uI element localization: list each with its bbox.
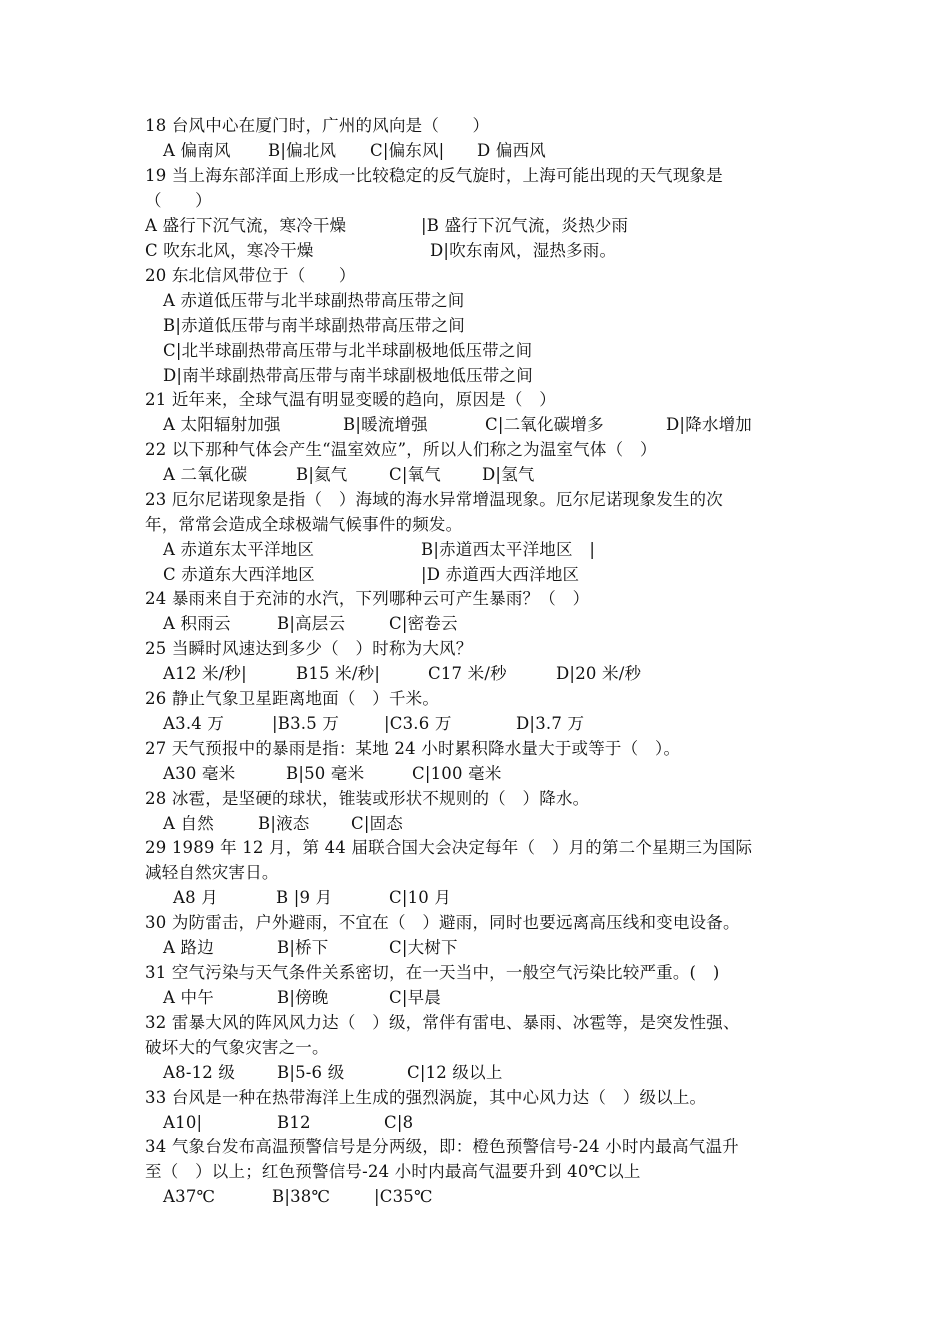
q21-option-c: C|二氧化碳增多 (485, 415, 604, 434)
q27-option-b: B|50 毫米 (286, 764, 365, 783)
q20-option-b: B|赤道低压带与南半球副热带高压带之间 (163, 316, 465, 335)
q22-option-d: D|氢气 (482, 465, 535, 484)
q34-option-c: |C35℃ (374, 1187, 433, 1206)
question-22-stem: 22 以下那种气体会产生“温室效应”，所以人们称之为温室气体（ ） (145, 440, 657, 459)
q28-option-b: B|液态 (258, 814, 310, 833)
q27-option-c: C|100 毫米 (412, 764, 502, 783)
q33-option-c: C|8 (384, 1113, 414, 1132)
q32-option-b: B|5-6 级 (277, 1063, 345, 1082)
q29-option-c: C|10 月 (389, 888, 452, 907)
question-28-stem: 28 冰雹，是坚硬的球状，锥装或形状不规则的（ ）降水。 (145, 789, 590, 808)
q33-option-b: B12 (277, 1113, 311, 1132)
question-29-stem-line1: 29 1989 年 12 月，第 44 届联合国大会决定每年（ ）月的第二个星期三为国际 (145, 838, 753, 857)
q18-option-d: D 偏西风 (477, 141, 546, 160)
question-29-stem-line2: 减轻自然灾害日。 (145, 863, 279, 882)
q24-option-b: B|高层云 (277, 614, 346, 633)
q24-option-c: C|密卷云 (389, 614, 458, 633)
q26-option-c: |C3.6 万 (384, 714, 452, 733)
q20-option-a: A 赤道低压带与北半球副热带高压带之间 (163, 291, 465, 310)
q34-option-a: A37℃ (163, 1187, 216, 1206)
q22-option-a: A 二氧化碳 (163, 465, 248, 484)
question-33-stem: 33 台风是一种在热带海洋上生成的强烈涡旋，其中心风力达（ ）级以上。 (145, 1088, 707, 1107)
question-34-stem-line2: 至（ ）以上；红色预警信号-24 小时内最高气温要升到 40℃以上 (145, 1162, 641, 1181)
question-25-stem: 25 当瞬时风速达到多少（ ）时称为大风？ (145, 639, 473, 658)
q22-option-c: C|氧气 (389, 465, 441, 484)
q23-option-d: |D 赤道西大西洋地区 (421, 565, 580, 584)
q28-option-a: A 自然 (163, 814, 214, 833)
question-19-stem-line1: 19 当上海东部洋面上形成一比较稳定的反气旋时，上海可能出现的天气现象是 (145, 166, 723, 185)
question-34-stem-line1: 34 气象台发布高温预警信号是分两级，即：橙色预警信号-24 小时内最高气温升 (145, 1137, 739, 1156)
q31-option-b: B|傍晚 (277, 988, 329, 1007)
question-26-stem: 26 静止气象卫星距离地面（ ）千米。 (145, 689, 440, 708)
q23-option-a: A 赤道东太平洋地区 (163, 540, 315, 559)
q18-option-b: B|偏北风 (268, 141, 337, 160)
q19-option-c: C 吹东北风，寒冷干燥 (145, 241, 314, 260)
q31-option-c: C|早晨 (389, 988, 441, 1007)
q23-option-c: C 赤道东大西洋地区 (163, 565, 315, 584)
q25-option-b: B15 米/秒| (296, 664, 381, 683)
q24-option-a: A 积雨云 (163, 614, 231, 633)
q30-option-c: C|大树下 (389, 938, 458, 957)
q21-option-b: B|暖流增强 (343, 415, 428, 434)
question-32-stem-line2: 破坏大的气象灾害之一。 (145, 1038, 329, 1057)
q32-option-c: C|12 级以上 (407, 1063, 503, 1082)
q28-option-c: C|固态 (351, 814, 403, 833)
q20-option-d: D|南半球副热带高压带与南半球副极地低压带之间 (163, 366, 533, 385)
question-23-stem-line2: 年，常常会造成全球极端气候事件的频发。 (145, 515, 463, 534)
q26-option-a: A3.4 万 (163, 714, 225, 733)
q29-option-b: B |9 月 (276, 888, 333, 907)
q25-option-d: D|20 米/秒 (556, 664, 642, 683)
q19-option-a: A 盛行下沉气流，寒冷干燥 (145, 216, 347, 235)
question-27-stem: 27 天气预报中的暴雨是指：某地 24 小时累积降水量大于或等于（ ）。 (145, 739, 681, 758)
q21-option-a: A 太阳辐射加强 (163, 415, 281, 434)
q34-option-b: B|38℃ (272, 1187, 331, 1206)
question-19-stem-line2: （ ） (145, 191, 212, 210)
q26-option-d: D|3.7 万 (516, 714, 585, 733)
question-23-stem-line1: 23 厄尔尼诺现象是指（ ）海域的海水异常增温现象。厄尔尼诺现象发生的次 (145, 490, 723, 509)
q18-option-a: A 偏南风 (163, 141, 231, 160)
q26-option-b: |B3.5 万 (272, 714, 340, 733)
question-20-stem: 20 东北信风带位于（ ） (145, 266, 356, 285)
q30-option-a: A 路边 (163, 938, 214, 957)
question-31-stem: 31 空气污染与天气条件关系密切，在一天当中，一般空气污染比较严重。( ) (145, 963, 720, 982)
q21-option-d: D|降水增加 (666, 415, 752, 434)
q18-option-c: C|偏东风| (370, 141, 445, 160)
q31-option-a: A 中午 (163, 988, 214, 1007)
question-30-stem: 30 为防雷击，户外避雨，不宜在（ ）避雨，同时也要远离高压线和变电设备。 (145, 913, 740, 932)
q27-option-a: A30 毫米 (163, 764, 236, 783)
question-18-stem: 18 台风中心在厦门时，广州的风向是（ ） (145, 116, 490, 135)
question-21-stem: 21 近年来，全球气温有明显变暖的趋向，原因是（ ） (145, 390, 556, 409)
q30-option-b: B|桥下 (277, 938, 329, 957)
q19-option-b: |B 盛行下沉气流，炎热少雨 (421, 216, 629, 235)
q33-option-a: A10| (163, 1113, 203, 1132)
q25-option-c: C17 米/秒 (428, 664, 507, 683)
q19-option-d: D|吹东南风，湿热多雨。 (430, 241, 617, 260)
q20-option-c: C|北半球副热带高压带与北半球副极地低压带之间 (163, 341, 533, 360)
q22-option-b: B|氦气 (296, 465, 348, 484)
question-32-stem-line1: 32 雷暴大风的阵风风力达（ ）级，常伴有雷电、暴雨、冰雹等，是突发性强、 (145, 1013, 740, 1032)
q25-option-a: A12 米/秒| (163, 664, 247, 683)
q29-option-a: A8 月 (173, 888, 218, 907)
q23-option-b: B|赤道西太平洋地区 | (421, 540, 596, 559)
q32-option-a: A8-12 级 (163, 1063, 236, 1082)
question-24-stem: 24 暴雨来自于充沛的水汽，下列哪种云可产生暴雨？（ ） (145, 589, 590, 608)
